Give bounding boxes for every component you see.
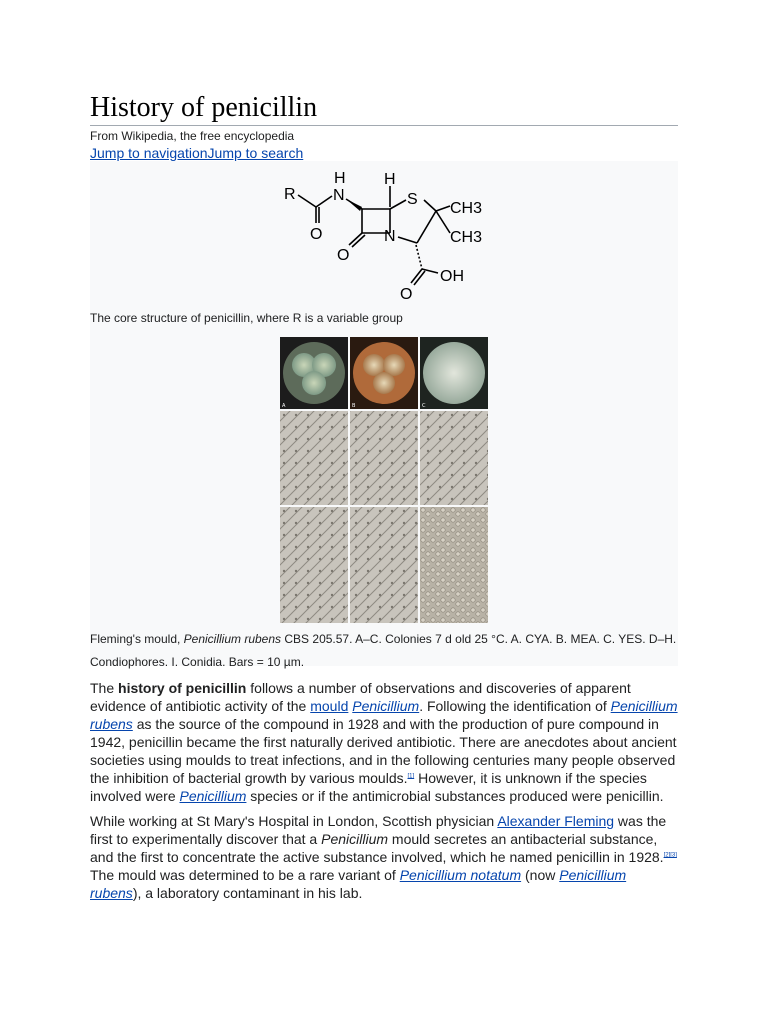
link-mould[interactable]: mould	[310, 698, 349, 714]
bold-term: history of penicillin	[118, 680, 247, 696]
jump-to-navigation-link[interactable]: Jump to navigation	[90, 145, 208, 161]
intro-paragraph: The history of penicillin follows a number of observations and discoveries of apparent evidence of antibiotic activity of the mould Penicillium. Following the identification of Penicillium rubens as the source of the compound in 1928 and with the production of pure compound in 1942, penicillin became the first naturally derived antibiotic. There are anecdotes about ancient societies using moulds to treat infections, and in the following centuries many people observed the inhibition of bacterial growth by various moulds.[1] However, it is unknown if the species involved were Penicillium species or if the antimicrobial substances produced were penicillin.	[90, 680, 678, 804]
micrograph-g	[280, 507, 348, 623]
page-title: History of penicillin	[90, 92, 318, 123]
link-penicillium-rubens[interactable]: Penicillium rubens	[90, 698, 678, 732]
wedge-bond	[346, 199, 362, 211]
micrograph-i-conidia	[420, 507, 488, 623]
article-body	[90, 679, 678, 909]
jump-links	[90, 145, 303, 162]
atom-o3: O	[400, 286, 413, 303]
atom-o2: O	[337, 247, 350, 264]
colony-a3	[302, 371, 326, 395]
petri-dish-c	[423, 342, 485, 404]
atom-o1: O	[310, 226, 323, 243]
link-penicillium-2[interactable]: Penicillium	[179, 788, 247, 804]
atom-h2: H	[384, 171, 396, 188]
group-ch3-b: CH3	[450, 229, 483, 246]
structure-caption: The core structure of penicillin, where R is a variable group	[90, 311, 403, 325]
link-alexander-fleming[interactable]: Alexander Fleming	[497, 813, 615, 829]
micrograph-d	[280, 411, 348, 505]
species-name: Penicillium rubens	[183, 632, 282, 646]
reference-2-3[interactable]: [2][3]	[663, 852, 677, 859]
penicillin-structure-diagram	[280, 163, 490, 305]
penicillium-micrograph-grid	[280, 337, 488, 623]
atom-s: S	[407, 191, 418, 208]
panel-letter-b: B	[352, 403, 356, 409]
atom-n2: N	[384, 228, 396, 245]
panel-letter-a: A	[282, 403, 286, 409]
group-ch3-a: CH3	[450, 200, 483, 217]
group-oh: OH	[440, 268, 464, 285]
micrograph-caption: Fleming's mould, Penicillium rubens CBS 205.57. A–C. Colonies 7 d old 25 °C. A. CYA. B. MEA. C. YES. D–H. Condiophores. I. Conidia. Bars = 10 µm.	[90, 632, 677, 669]
title-divider	[90, 125, 678, 126]
link-penicillium-rubens-2[interactable]: Penicillium rubens	[90, 867, 627, 901]
link-penicillium-notatum[interactable]: Penicillium notatum	[399, 867, 522, 883]
jump-to-search-link[interactable]: Jump to search	[207, 145, 304, 161]
atom-h1: H	[334, 170, 346, 187]
colony-b3	[373, 372, 395, 394]
micrograph-h	[350, 507, 418, 623]
site-tagline: From Wikipedia, the free encyclopedia	[90, 129, 295, 143]
micrograph-e	[350, 411, 418, 505]
fleming-paragraph: While working at St Mary's Hospital in London, Scottish physician Alexander Fleming was the first to experimentally discover that a Penicillium mould secretes an antibacterial substance, and the first to concentrate the active substance involved, which he named penicillin in 1928.[2][3] The mould was determined to be a rare variant of Penicillium notatum (now Penicillium rubens), a laboratory contaminant in his lab.	[90, 813, 677, 901]
link-penicillium[interactable]: Penicillium	[352, 698, 420, 714]
reference-1[interactable]: [1]	[407, 773, 415, 780]
micrograph-f	[420, 411, 488, 505]
panel-letter-c: C	[422, 403, 426, 409]
atom-n1: N	[333, 187, 345, 204]
atom-r: R	[284, 186, 296, 203]
